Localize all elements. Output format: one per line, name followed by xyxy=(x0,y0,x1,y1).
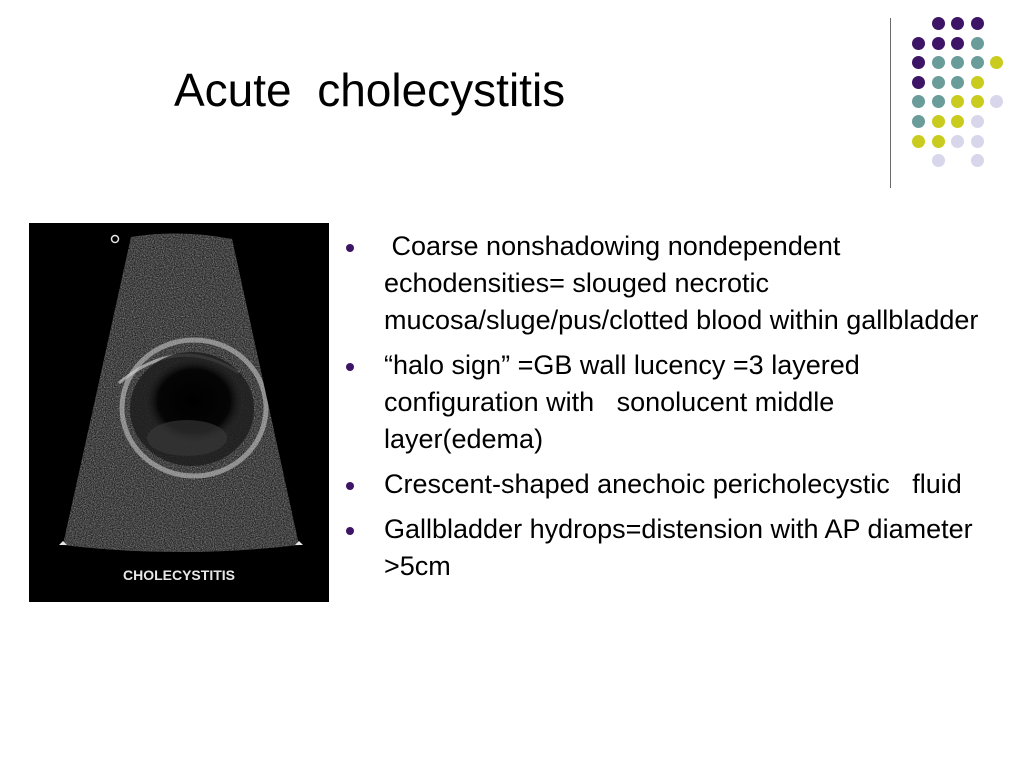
ultrasound-image xyxy=(29,223,329,602)
decorative-dot xyxy=(912,115,925,128)
bullet-text: Crescent-shaped anechoic pericholecystic fluid xyxy=(384,469,962,499)
decorative-dot xyxy=(971,76,984,89)
slide-title: Acute cholecystitis xyxy=(174,64,566,116)
bullet-list xyxy=(346,228,986,593)
decorative-dot xyxy=(951,76,964,89)
decorative-dot xyxy=(951,95,964,108)
decorative-dot xyxy=(912,135,925,148)
decorative-dot xyxy=(932,154,945,167)
decorative-dot xyxy=(971,17,984,30)
bullet-dot-icon xyxy=(346,244,354,252)
decorative-dot xyxy=(912,37,925,50)
decorative-dot xyxy=(932,56,945,69)
bullet-text: Gallbladder hydrops=distension with AP diameter >5cm xyxy=(384,514,981,581)
decorative-dot xyxy=(951,37,964,50)
bullet-text: Coarse nonshadowing nondependent echodensities= slouged necrotic mucosa/sluge/pus/clotted blood within gallbladder xyxy=(384,231,979,335)
bullet-item xyxy=(346,511,986,585)
decorative-dot xyxy=(990,95,1003,108)
ultrasound-caption: CHOLECYSTITIS xyxy=(122,567,236,583)
decorative-dot xyxy=(971,56,984,69)
decorative-dot xyxy=(932,37,945,50)
decorative-dot xyxy=(932,135,945,148)
decorative-dot xyxy=(971,135,984,148)
bullet-dot-icon xyxy=(346,482,354,490)
decorative-dot xyxy=(971,115,984,128)
bullet-item xyxy=(346,228,986,339)
decorative-dot xyxy=(971,95,984,108)
decorative-dot xyxy=(932,115,945,128)
decorative-dot xyxy=(951,17,964,30)
decorative-dot xyxy=(932,95,945,108)
divider-line xyxy=(890,18,891,188)
bullet-dot-icon xyxy=(346,527,354,535)
bullet-text: “halo sign” =GB wall lucency =3 layered configuration with sonolucent middle layer(edema) xyxy=(384,350,868,454)
decorative-dot xyxy=(951,135,964,148)
decorative-dot xyxy=(951,115,964,128)
decorative-dot xyxy=(990,56,1003,69)
bullet-item xyxy=(346,347,986,458)
decorative-dot xyxy=(912,76,925,89)
decorative-dot xyxy=(971,154,984,167)
decorative-dot xyxy=(912,56,925,69)
bullet-item xyxy=(346,466,986,503)
decorative-dot xyxy=(932,76,945,89)
decorative-dot xyxy=(951,56,964,69)
decorative-dot xyxy=(912,95,925,108)
bullet-dot-icon xyxy=(346,363,354,371)
decorative-dot xyxy=(971,37,984,50)
decorative-dot xyxy=(932,17,945,30)
